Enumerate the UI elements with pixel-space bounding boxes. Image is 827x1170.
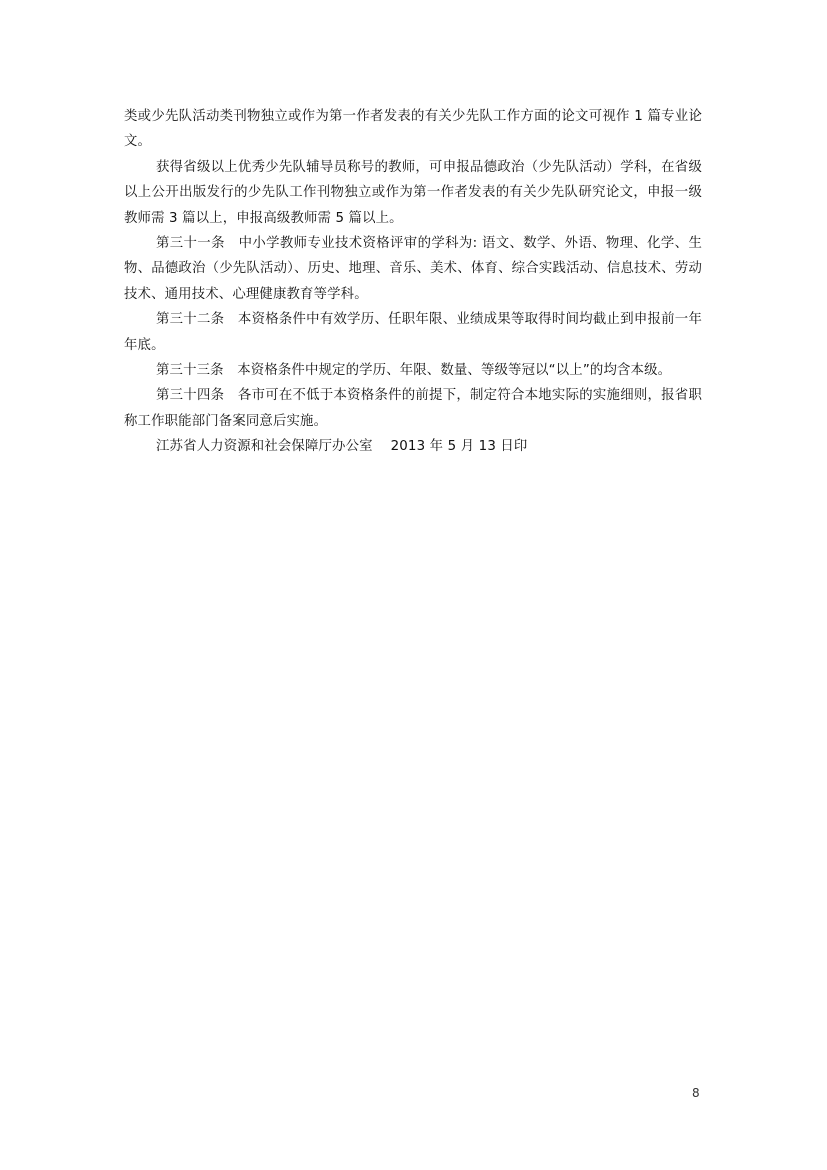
- document-body: [124, 104, 702, 460]
- issuing-office-line: 江苏省人力资源和社会保障厅办公室 2013 年 5 月 13 日印: [156, 439, 528, 455]
- article-31: 第三十一条 中小学教师专业技术资格评审的学科为: 语文、数学、外语、物理、化学、生物、品德政治（少先队活动）、历史、地理、音乐、美术、体育、综合实践活动、信息技术、劳动技术、通用技术、心理健康教育等学科。: [124, 236, 702, 302]
- article-34: 第三十四条 各市可在不低于本资格条件的前提下，制定符合本地实际的实施细则，报省职称工作职能部门备案同意后实施。: [124, 388, 702, 429]
- article-33: 第三十三条 本资格条件中规定的学历、年限、数量、等级等冠以“以上”的均含本级。: [156, 363, 672, 379]
- paragraph-continuation: 类或少先队活动类刊物独立或作为第一作者发表的有关少先队工作方面的论文可视作 1 篇专业论文。: [124, 109, 702, 150]
- article-32: 第三十二条 本资格条件中有效学历、任职年限、业绩成果等取得时间均截止到申报前一年年底。: [124, 312, 702, 353]
- page-number: 8: [692, 1086, 700, 1100]
- paragraph-counselor-rule: 获得省级以上优秀少先队辅导员称号的教师，可申报品德政治（少先队活动）学科，在省级以上公开出版发行的少先队工作刊物独立或作为第一作者发表的有关少先队研究论文，申报一级教师需 3 篇以上，申报高级教师需 5 篇以上。: [124, 159, 702, 226]
